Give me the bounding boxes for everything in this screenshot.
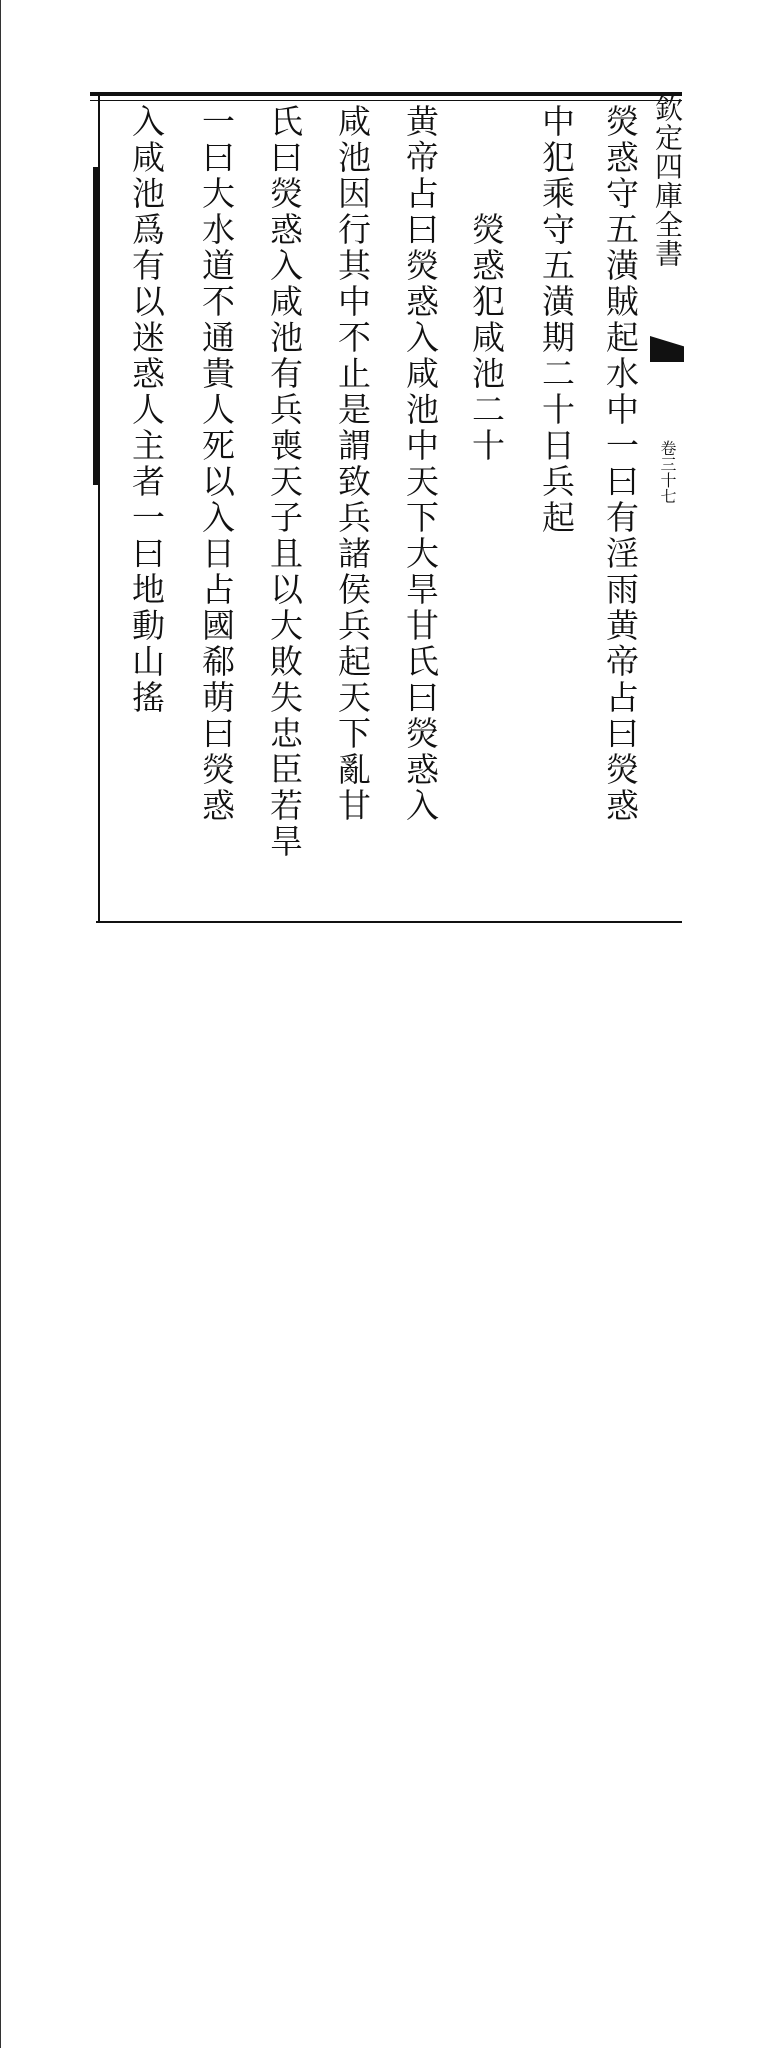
column-text: 中犯乘守五潢期二十日兵起: [537, 104, 576, 536]
column-text: 郗萌曰熒惑: [197, 644, 236, 824]
text-column-1: [600, 104, 640, 916]
column-text: 黄帝占曰熒惑: [601, 608, 640, 824]
heading-text: 熒惑犯咸池二十: [467, 212, 506, 464]
column-text: 黄帝占曰熒惑入咸池中天下大旱: [401, 104, 440, 608]
text-column-8: [126, 104, 166, 916]
bottom-border: [96, 921, 682, 923]
column-text: 熒惑守五潢賊起水中一曰有淫雨: [601, 104, 640, 608]
text-column-5: [332, 104, 372, 916]
column-text: 入咸池爲有以迷惑人主者一曰地動山搖: [127, 104, 166, 716]
text-column-6: [264, 104, 304, 916]
volume-label: 卷三十七: [658, 440, 677, 504]
column-rule: [0, 820, 1, 1640]
top-border-thin: [90, 100, 682, 101]
section-heading: [466, 212, 506, 512]
column-rule: [0, 1640, 1, 2048]
top-border-thick: [90, 92, 682, 96]
column-rule: [0, 0, 1, 820]
text-column-2: [536, 104, 576, 916]
column-text: 一曰大水道不通貴人死以入日占國: [197, 104, 236, 644]
column-text: 氏曰熒惑入咸池有兵喪天子且以大敗失忠臣若旱: [265, 104, 304, 860]
column-text: 甘氏曰熒惑入: [401, 608, 440, 824]
column-text: 咸池因行其中不止是謂致兵諸侯兵起天下亂: [333, 104, 372, 788]
book-title-margin: 欽定四庫全書: [651, 94, 684, 268]
column-text: 甘: [333, 788, 372, 824]
left-edge-mark: [93, 167, 100, 485]
text-column-4: [400, 104, 440, 916]
text-column-7: [196, 104, 236, 916]
